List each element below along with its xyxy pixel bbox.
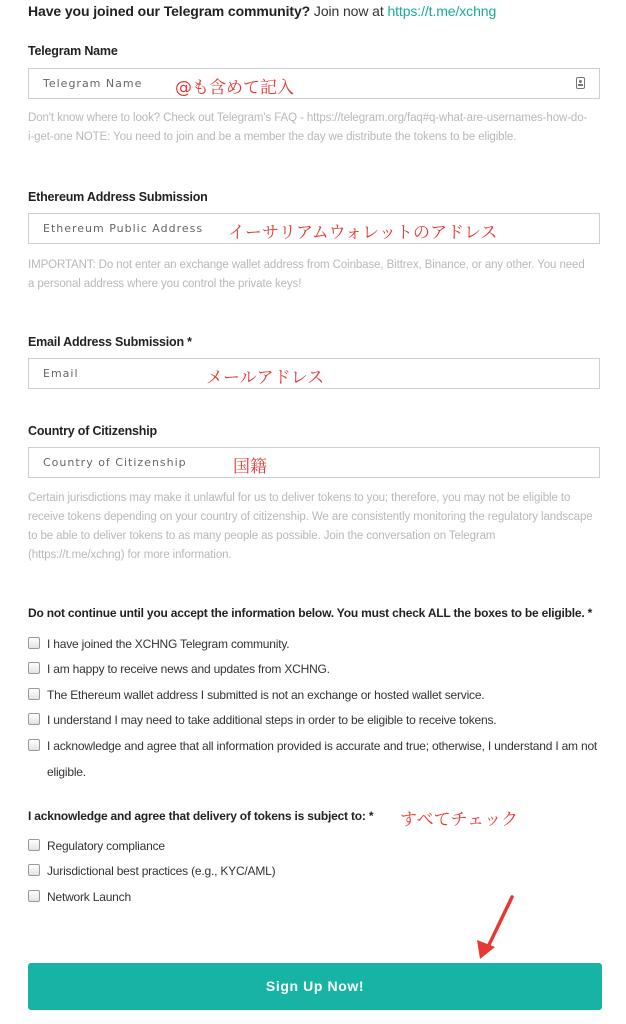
checkbox[interactable] xyxy=(28,890,40,902)
email-placeholder: Email xyxy=(43,367,79,380)
ethereum-address-field[interactable] xyxy=(28,213,600,244)
checkbox-label: I have joined the XCHNG Telegram community. xyxy=(47,637,290,651)
checkbox-label: I understand I may need to take additional steps in order to be eligible to receive tokens. xyxy=(47,713,497,727)
telegram-name-label: Telegram Name xyxy=(28,44,118,58)
telegram-intro xyxy=(28,3,496,19)
checkbox[interactable] xyxy=(28,713,40,725)
country-label: Country of Citizenship xyxy=(28,424,157,438)
checkbox-label: The Ethereum wallet address I submitted is not an exchange or hosted wallet service. xyxy=(47,688,485,702)
telegram-name-annotation: @も含めて記入 xyxy=(175,78,294,98)
delivery-heading: I acknowledge and agree that delivery of tokens is subject to: * xyxy=(28,809,374,823)
email-annotation: メールアドレス xyxy=(206,368,325,388)
red-arrow-icon xyxy=(470,893,520,963)
sign-up-button[interactable]: Sign Up Now! xyxy=(28,963,602,1010)
checkbox[interactable] xyxy=(28,839,40,851)
country-annotation: 国籍 xyxy=(233,457,267,477)
eligibility-item-accurate-info[interactable] xyxy=(28,733,606,785)
ethereum-address-label: Ethereum Address Submission xyxy=(28,190,208,204)
telegram-name-field[interactable] xyxy=(28,68,600,99)
ethereum-address-placeholder: Ethereum Public Address xyxy=(43,222,204,235)
checkbox[interactable] xyxy=(28,637,40,649)
checkbox[interactable] xyxy=(28,864,40,876)
checkbox-label: I am happy to receive news and updates from XCHNG. xyxy=(47,662,330,676)
check-all-annotation: すべてチェック xyxy=(400,810,519,830)
country-help-text: Certain jurisdictions may make it unlawful for us to deliver tokens to you; therefore, you may not be eligible to receive tokens depending on your country of citizenship. We are consistently monitoring the regulatory landscape to be able to deliver tokens to as many people as possible. Join the conversation on Telegram (https://t.me/xchng) for more information. xyxy=(28,492,593,561)
eligibility-item-telegram[interactable] xyxy=(28,631,603,657)
checkbox[interactable] xyxy=(28,662,40,674)
ethereum-address-annotation: イーサリアムウォレットのアドレス xyxy=(228,223,498,243)
country-field[interactable] xyxy=(28,447,600,478)
telegram-help-text: Don't know where to look? Check out Telegram's FAQ - https://telegram.org/faq#q-what-are-usernames-how-do-i-get-one NOTE: You need to join and be a member the day we distribute the tokens to be eligible. xyxy=(28,112,588,143)
checkbox-label: Jurisdictional best practices (e.g., KYC/AML) xyxy=(47,864,276,878)
checkbox-label: I acknowledge and agree that all information provided is accurate and true; otherwise, I understand I am not eligible. xyxy=(47,739,598,779)
email-field[interactable] xyxy=(28,358,600,389)
ethereum-help-text: IMPORTANT: Do not enter an exchange wallet address from Coinbase, Bittrex, Binance, or any other. You need a personal address where you control the private keys! xyxy=(28,259,585,290)
eligibility-item-news[interactable] xyxy=(28,656,603,682)
delivery-item-jurisdictional[interactable] xyxy=(28,858,603,884)
telegram-link[interactable]: https://t.me/xchng xyxy=(387,3,497,19)
checkbox-label: Network Launch xyxy=(47,890,131,904)
email-address-label: Email Address Submission * xyxy=(28,335,192,349)
telegram-question: Have you joined our Telegram community? xyxy=(28,3,311,19)
country-placeholder: Country of Citizenship xyxy=(43,456,187,469)
eligibility-heading: Do not continue until you accept the information below. You must check ALL the boxes to be eligible. * xyxy=(28,606,593,620)
checkbox-label: Regulatory compliance xyxy=(47,839,165,853)
telegram-name-placeholder: Telegram Name xyxy=(43,77,143,90)
join-text: Join now at xyxy=(310,3,388,19)
delivery-item-regulatory[interactable] xyxy=(28,833,603,859)
checkbox[interactable] xyxy=(28,739,40,751)
eligibility-item-additional-steps[interactable] xyxy=(28,707,603,733)
checkbox[interactable] xyxy=(28,688,40,700)
contact-card-icon xyxy=(576,77,585,89)
eligibility-item-wallet[interactable] xyxy=(28,682,603,708)
